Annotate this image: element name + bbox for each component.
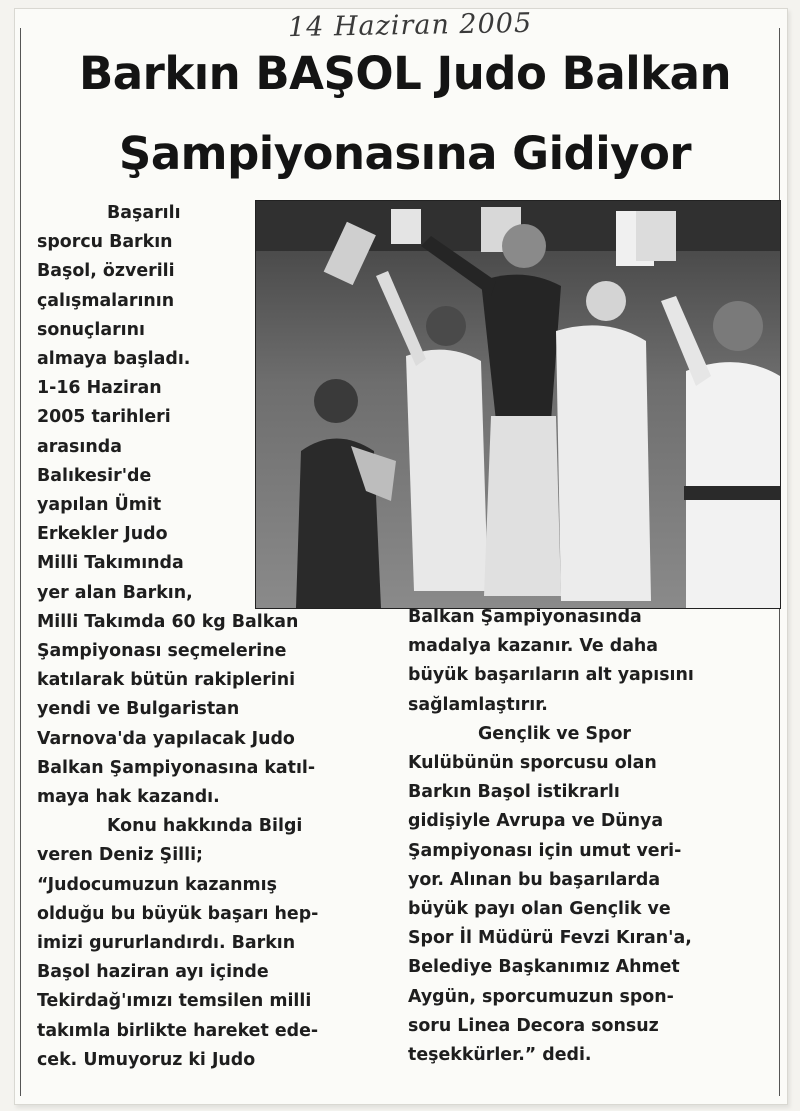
paragraph-line: teşekkürler.” dedi. bbox=[408, 1045, 592, 1066]
paragraph-line: “Judocumuzun kazanmış bbox=[37, 874, 277, 895]
paragraph-line: Balkan Şampiyonasında bbox=[408, 607, 642, 627]
paragraph-line: Balkan Şampiyonasına katıl- bbox=[37, 757, 316, 778]
paragraph-line: Milli Takımında bbox=[37, 553, 184, 574]
paragraph-line: 1-16 Haziran bbox=[37, 378, 162, 399]
paragraph-line: Şampiyonası seçmelerine bbox=[37, 641, 287, 662]
paragraph-line: katılarak bütün rakiplerini bbox=[37, 670, 296, 691]
paragraph-line: yendi ve Bulgaristan bbox=[37, 699, 240, 720]
paragraph-line: Gençlik ve Spor bbox=[478, 723, 631, 744]
paragraph-line: gidişiyle Avrupa ve Dünya bbox=[408, 811, 664, 832]
paragraph-line: soru Linea Decora sonsuz bbox=[408, 1015, 659, 1036]
paragraph-line: arasında bbox=[37, 436, 122, 457]
headline-line-1: Barkın BAŞOL Judo Balkan bbox=[78, 47, 732, 100]
paragraph-line: cek. Umuyoruz ki Judo bbox=[37, 1049, 256, 1070]
paragraph-line: çalışmalarının bbox=[37, 290, 175, 311]
paragraph-line: sporcu Barkın bbox=[37, 232, 173, 253]
paragraph-line: Milli Takımda 60 kg Balkan bbox=[37, 611, 299, 632]
paragraph-line: yer alan Barkın, bbox=[37, 582, 193, 603]
paragraph-line: Barkın Başol istikrarlı bbox=[408, 782, 620, 803]
paragraph-line: Tekirdağ'ımızı temsilen milli bbox=[37, 991, 312, 1012]
paragraph-line: Konu hakkında Bilgi bbox=[107, 816, 303, 837]
paragraph-line: Varnova'da yapılacak Judo bbox=[37, 728, 295, 749]
paragraph-line: veren Deniz Şilli; bbox=[37, 845, 204, 866]
paragraph-line: maya hak kazandı. bbox=[37, 787, 220, 808]
paragraph-line: Şampiyonası için umut veri- bbox=[408, 840, 682, 861]
paragraph-line: olduğu bu büyük başarı hep- bbox=[37, 903, 319, 924]
paragraph-line: Balıkesir'de bbox=[37, 465, 152, 486]
paragraph-line: Erkekler Judo bbox=[37, 524, 168, 545]
paragraph-line: Başol, özverili bbox=[37, 261, 175, 282]
paragraph-line: takımla birlikte hareket ede- bbox=[37, 1020, 319, 1041]
paragraph-line: Kulübünün sporcusu olan bbox=[408, 753, 657, 774]
paragraph-line: Aygün, sporcumuzun spon- bbox=[408, 986, 674, 1007]
paragraph-line: imizi gururlandırdı. Barkın bbox=[37, 933, 296, 954]
paragraph-line: büyük payı olan Gençlik ve bbox=[408, 899, 671, 920]
paragraph-line: büyük başarıların alt yapısını bbox=[408, 665, 694, 686]
article-left-column bbox=[37, 199, 367, 1075]
article-right-column bbox=[408, 603, 768, 1070]
paragraph-line: yapılan Ümit bbox=[37, 495, 162, 516]
headline-line-2: Şampiyonasına Gidiyor bbox=[118, 127, 692, 180]
paragraph-line: Spor İl Müdürü Fevzi Kıran'a, bbox=[408, 928, 692, 949]
paragraph-line: sağlamlaştırır. bbox=[408, 694, 548, 715]
paragraph-line: 2005 tarihleri bbox=[37, 407, 171, 428]
paragraph-line: Başarılı bbox=[107, 203, 181, 223]
handwritten-date: 14 Haziran 2005 bbox=[287, 7, 533, 44]
paragraph-line: yor. Alınan bu başarılarda bbox=[408, 869, 661, 890]
paragraph-line: sonuçlarını bbox=[37, 319, 145, 340]
paragraph-line: Belediye Başkanımız Ahmet bbox=[408, 957, 680, 978]
paragraph-line: almaya başladı. bbox=[37, 349, 191, 370]
paragraph-line: madalya kazanır. Ve daha bbox=[408, 636, 659, 657]
paragraph-line: Başol haziran ayı içinde bbox=[37, 962, 269, 983]
